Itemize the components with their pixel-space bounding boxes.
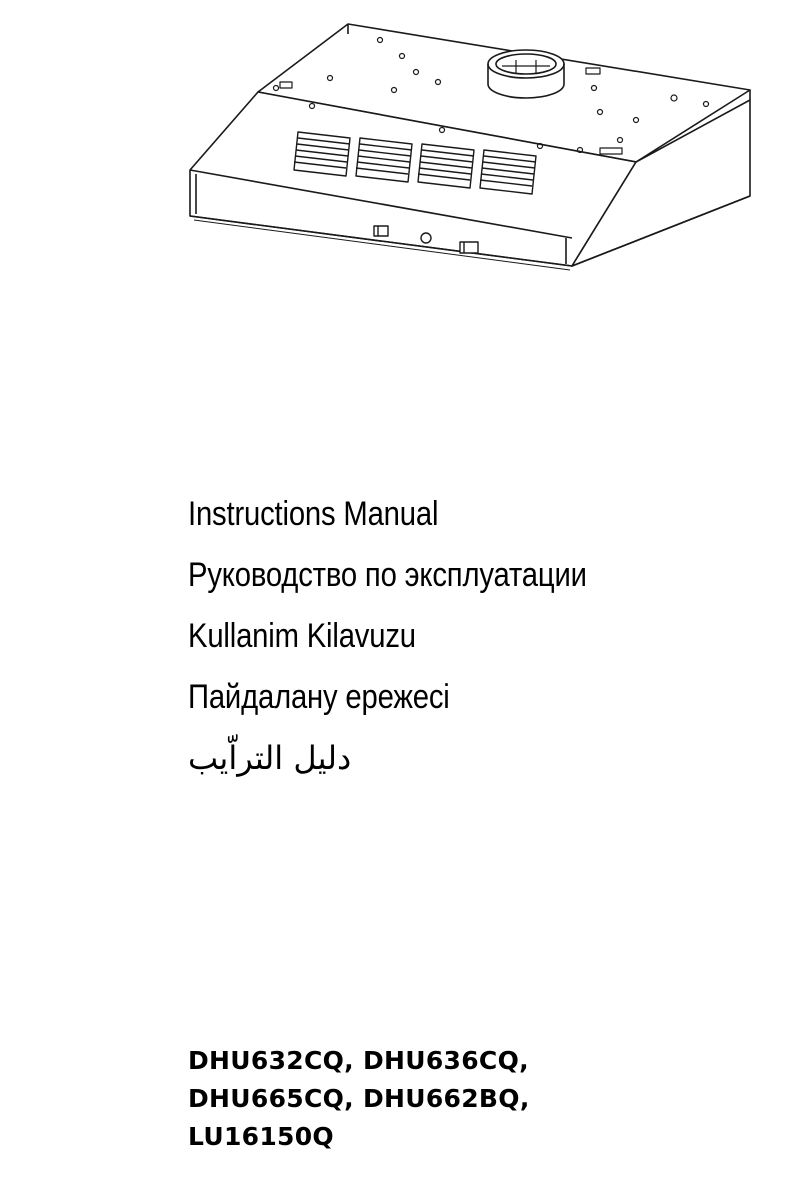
title-arabic: دليل التراّيب [188,739,352,777]
model-line: DHU632CQ, DHU636CQ, [188,1046,529,1075]
model-line: LU16150Q [188,1122,334,1151]
exhaust-duct-collar-icon [488,50,564,98]
title-kazakh: Пайдалану ережесі [188,678,450,716]
title-turkish: Kullanim Kilavuzu [188,617,416,655]
model-line: DHU665CQ, DHU662BQ, [188,1084,530,1113]
cooker-hood-illustration [180,20,760,310]
title-russian: Руководство по эксплуатации [188,556,587,594]
manual-titles [188,484,748,789]
title-english: Instructions Manual [188,495,439,533]
model-numbers [188,1042,768,1156]
